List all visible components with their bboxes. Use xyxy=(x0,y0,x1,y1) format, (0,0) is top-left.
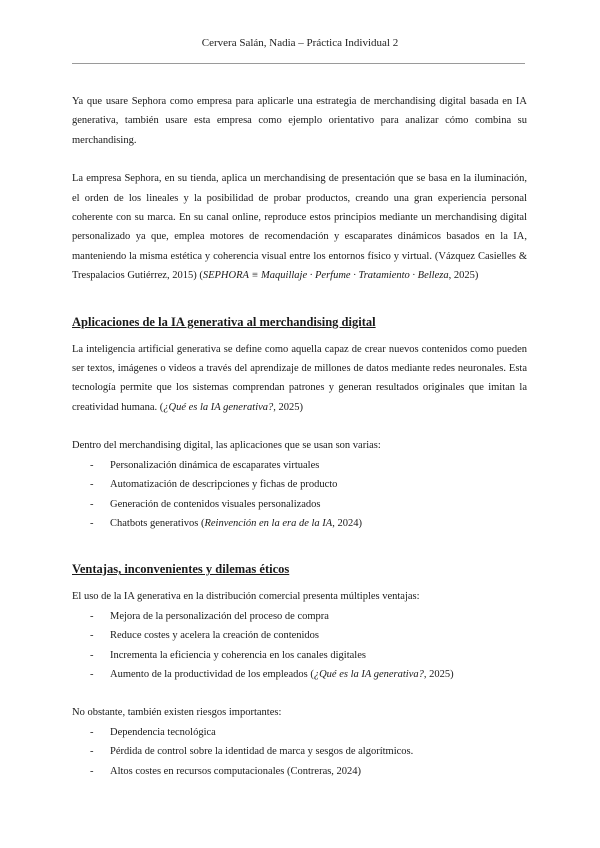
list-item: - Reduce costes y acelera la creación de contenidos xyxy=(72,626,527,645)
list-item: - Incrementa la eficiencia y coherencia en los canales digitales xyxy=(72,646,527,665)
risks-intro: No obstante, también existen riesgos importantes: xyxy=(72,707,282,719)
bullet-dash: - xyxy=(90,517,94,529)
section1-p-citation-year: , 2025) xyxy=(273,401,304,413)
bullet-dash: - xyxy=(90,765,94,777)
bullet-dash: - xyxy=(90,610,94,622)
bullet-dash: - xyxy=(90,668,94,680)
bullet-dash: - xyxy=(90,459,94,471)
list-item-citation: Reinvención en la era de la IA xyxy=(204,517,333,529)
advantages-list xyxy=(72,607,527,685)
risks-list xyxy=(72,723,527,781)
list-item: - Generación de contenidos visuales personalizados xyxy=(72,495,527,514)
section1-p-text: La inteligencia artificial generativa se define como aquella capaz de crear nuevos contenidos como pueden ser textos, imágenes o videos a través del aprendizaje de millones de datos mediante redes neuronales. Esta tecnología permite que los sistemas comprendan patrones y generan resultados originales que imitan la creatividad humana. ( xyxy=(72,343,527,413)
bullet-dash: - xyxy=(90,746,94,758)
intro-paragraph-2 xyxy=(72,169,527,285)
bullet-dash: - xyxy=(90,498,94,510)
header-title: Cervera Salán, Nadia – Práctica Individual 2 xyxy=(201,37,399,49)
bullet-dash: - xyxy=(90,649,94,661)
bullet-dash: - xyxy=(90,479,94,491)
section-heading-applications: Aplicaciones de la IA generativa al merchandising digital xyxy=(72,314,376,329)
intro-p2-citation-year: , 2025) xyxy=(448,270,479,282)
intro-p2-text: La empresa Sephora, en su tienda, aplica un merchandising de presentación que se basa en la iluminación, el orden de los lineales y la posibilidad de probar productos, creando una gran experiencia personal coherente con su marca. En su canal online, reproduce estos principios mediante un merchandising digital personalizado ya que, emplea motores de recomendación y escaparates dinámicos basados en la IA, manteniendo la misma estética y coherencia visual entre los entornos físico y virtual. (Vázquez Casielles & Trespalacios Gutiérrez, 2015) ( xyxy=(72,173,527,282)
bullet-dash: - xyxy=(90,630,94,642)
document-body xyxy=(72,92,527,781)
page-header xyxy=(0,37,600,49)
bullet-dash: - xyxy=(90,726,94,738)
list-item: - Chatbots generativos (Reinvención en la era de la IA, 2024) xyxy=(72,514,527,533)
section-heading-advantages: Ventajas, inconvenientes y dilemas éticos xyxy=(72,562,290,577)
intro-paragraph-1: Ya que usare Sephora como empresa para aplicarle una estrategia de merchandising digital basada en IA generativa, también usare esta empresa como ejemplo orientativo para analizar cómo combina su merchandising. xyxy=(72,96,527,146)
list-item: - Pérdida de control sobre la identidad de marca y sesgos de algorítmicos. xyxy=(72,742,527,761)
applications-list xyxy=(72,456,527,534)
list-item: - Altos costes en recursos computacionales (Contreras, 2024) xyxy=(72,762,527,781)
section2-list-intro: El uso de la IA generativa en la distribución comercial presenta múltiples ventajas: xyxy=(72,591,420,603)
list-item: - Automatización de descripciones y fichas de producto xyxy=(72,475,527,494)
section1-p-citation: ¿Qué es la IA generativa? xyxy=(163,401,274,413)
list-item: - Dependencia tecnológica xyxy=(72,723,527,742)
header-divider xyxy=(72,63,525,64)
list-item: - Personalización dinámica de escaparates virtuales xyxy=(72,456,527,475)
list-item: - Aumento de la productividad de los empleados (¿Qué es la IA generativa?, 2025) xyxy=(72,665,527,684)
list-item: - Mejora de la personalización del proceso de compra xyxy=(72,607,527,626)
section1-list-intro: Dentro del merchandising digital, las aplicaciones que se usan son varias: xyxy=(72,440,381,452)
intro-p2-citation: SEPHORA ≡ Maquillaje · Perfume · Tratamiento · Belleza xyxy=(202,270,449,282)
list-item-citation: ¿Qué es la IA generativa? xyxy=(313,668,424,680)
section1-paragraph xyxy=(72,340,527,418)
